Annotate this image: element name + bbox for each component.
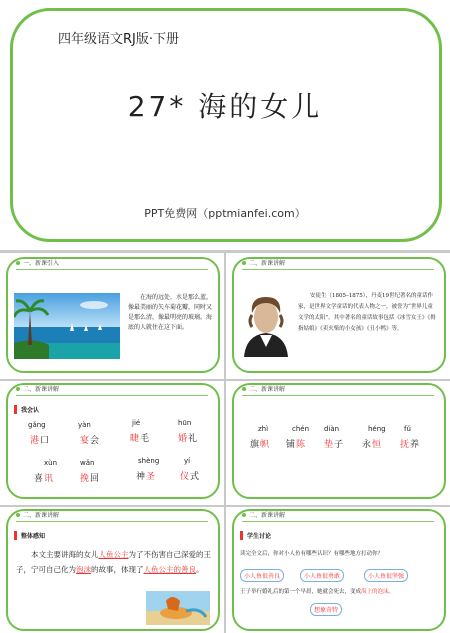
overview-text: 本文主要讲海的女儿人鱼公主为了不伤害自己深爱的王子，宁可自己化为泡沫的故事，体现了人鱼公主的善良。: [16, 550, 211, 574]
mermaid-image: [146, 591, 210, 625]
section-label: 二、新课讲解: [23, 512, 60, 519]
source-label: PPT免费网（pptmianfei.com）: [144, 207, 306, 220]
vocab-word: 铺陈: [286, 440, 307, 450]
pinyin: gǎng: [28, 421, 46, 429]
pinyin: héng: [368, 425, 386, 433]
vocab-tag: 我会认: [14, 405, 39, 414]
section-label: 二、新课讲解: [249, 386, 286, 393]
pinyin: hūn: [178, 419, 192, 427]
pinyin: jié: [132, 419, 141, 427]
section-label: 二、新课讲解: [249, 260, 286, 267]
slide-overview[interactable]: [0, 507, 224, 633]
header-divider: [16, 521, 208, 522]
section-header: [16, 257, 59, 268]
vocab-word: 挽回: [80, 474, 101, 484]
section-header: [16, 509, 59, 520]
vocab-word: 仪式: [180, 472, 201, 482]
slide-discussion[interactable]: [226, 507, 450, 633]
overview-tag: 整体感知: [14, 531, 45, 540]
pinyin: wǎn: [80, 459, 95, 467]
header-divider: [242, 521, 434, 522]
vocab-word: 永恒: [362, 440, 383, 450]
header-dot-icon: [242, 261, 246, 265]
answer-pill: 想象奇特: [310, 603, 342, 616]
header-dot-icon: [16, 261, 20, 265]
vocab-word: 垫子: [324, 440, 345, 450]
sea-image: [14, 293, 120, 359]
pinyin: yí: [184, 457, 191, 465]
section-header: [242, 383, 285, 394]
author-text: 安徒生（1805–1875），丹麦19世纪著名的童话作家，是世界文学童话的代表人物之一，被誉为“世界儿童文学的太阳”。其中著名的童话故事包括《冰雪女王》《拇指姑娘》《卖火柴的小女孩》《丑小鸭》等。: [298, 293, 436, 332]
section-label: 一、新课引入: [23, 260, 60, 267]
pinyin: yàn: [78, 421, 91, 429]
slide-vocab-2[interactable]: [226, 381, 450, 505]
pinyin: fǔ: [404, 425, 411, 433]
pinyin: diàn: [324, 425, 340, 433]
section-header: [242, 257, 285, 268]
slide-author[interactable]: [226, 253, 450, 379]
pinyin: xùn: [44, 459, 58, 467]
vocab-word: 抚养: [400, 440, 421, 450]
grade-subtitle: 四年级语文RJ版·下册: [58, 32, 179, 47]
slide-intro[interactable]: [0, 253, 224, 379]
answer-pill: 小人鱼很勇敢: [300, 569, 344, 582]
discussion-tag: 学生讨论: [240, 531, 271, 540]
section-label: 二、新课讲解: [23, 386, 60, 393]
vocab-word: 港口: [30, 436, 51, 446]
discussion-line: 王子举行婚礼后的第一个早晨，她就会死去，变成海上的泡沫。: [240, 589, 395, 595]
header-divider: [242, 269, 434, 270]
pinyin: shèng: [138, 457, 160, 465]
header-dot-icon: [16, 387, 20, 391]
section-header: [242, 509, 285, 520]
section-header: [16, 383, 59, 394]
header-dot-icon: [242, 513, 246, 517]
answer-pill: 小人鱼很坚强: [364, 569, 408, 582]
title-slide[interactable]: [0, 0, 450, 250]
vocab-word: 婚礼: [178, 434, 199, 444]
lesson-title: 27* 海的女儿: [127, 90, 323, 123]
discussion-question: 读完全文后，你对小人鱼有哪些认识？有哪些地方打动你？: [240, 551, 384, 557]
header-divider: [16, 395, 208, 396]
vocab-word: 睫毛: [130, 434, 151, 444]
header-divider: [16, 269, 208, 270]
vocab-word: 神圣: [136, 472, 157, 482]
pinyin: zhì: [258, 425, 269, 433]
header-dot-icon: [16, 513, 20, 517]
header-divider: [242, 395, 434, 396]
pinyin: chén: [292, 425, 310, 433]
intro-text: 在海的远处，水是那么蓝，像最美丽的矢车菊花瓣，同时又是那么清，像最明亮的玻璃。海底的人就住在这下面。: [128, 294, 213, 331]
section-label: 二、新课讲解: [249, 512, 286, 519]
answer-pill: 小人鱼很善良: [240, 569, 284, 582]
vocab-word: 旗帜: [250, 440, 271, 450]
author-portrait: [238, 291, 294, 357]
vocab-word: 宴会: [80, 436, 101, 446]
header-dot-icon: [242, 387, 246, 391]
slide-vocab-1[interactable]: [0, 381, 224, 505]
vocab-word: 喜讯: [34, 474, 55, 484]
